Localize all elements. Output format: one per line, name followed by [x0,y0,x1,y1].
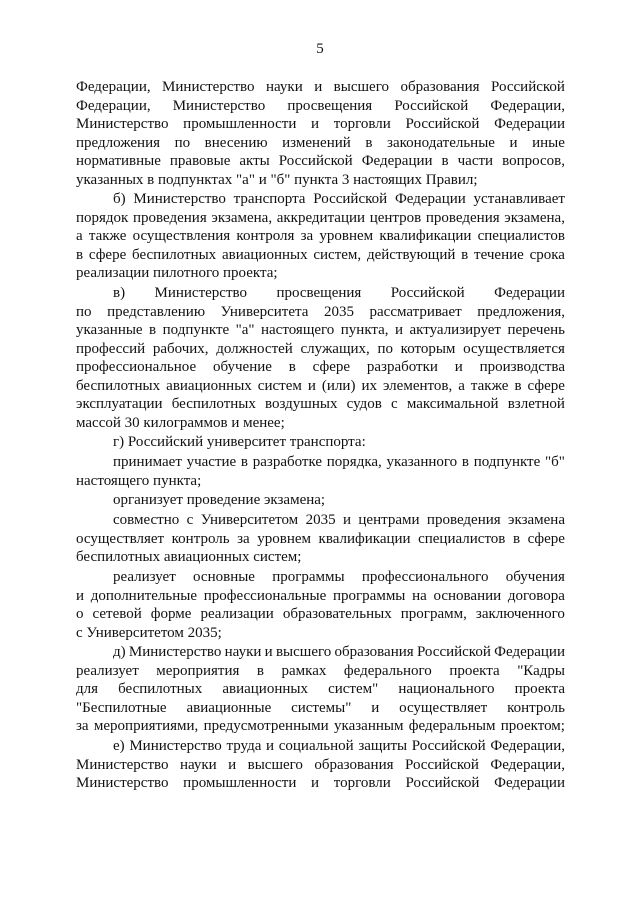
text-line: указанных в подпунктах "а" и "б" пункта 3 настоящих Правил; [76,171,478,188]
text-line: профессиональное обучение в сфере разработки и производства [76,359,565,376]
text-line: д) Министерство науки и высшего образования Российской Федерации [113,644,565,661]
text-line: е) Министерство труда и социальной защиты Российской Федерации, [113,738,565,755]
text-line: осуществляет контроль за уровнем квалификации специалистов в сфере [76,530,565,547]
text-line: совместно с Университетом 2035 и центрами проведения экзамена [113,512,565,529]
text-line: порядок проведения экзамена, аккредитации центров проведения экзамена, [76,209,565,226]
text-line: настоящего пункта; [76,472,202,489]
text-line: в) Министерство просвещения Российской Федерации [113,285,565,302]
text-line: Министерство науки и высшего образования Российской Федерации, [76,756,565,773]
text-line: профессий рабочих, должностей служащих, по которым осуществляется [76,340,565,357]
text-line: реализации пилотного проекта; [76,265,278,282]
text-line: организует проведение экзамена; [113,492,326,509]
text-line: Федерации, Министерство просвещения Российской Федерации, [76,97,565,114]
text-line: указанные в подпункте "а" настоящего пункта, и актуализирует перечень [76,322,565,339]
text-line: беспилотных авиационных систем и (или) их элементов, а также в сфере [76,377,565,394]
text-line: по представлению Университета 2035 рассматривает предложения, [76,303,565,320]
text-line: нормативные правовые акты Российской Федерации в части вопросов, [76,153,565,169]
text-line: эксплуатации беспилотных воздушных судов с максимальной взлетной [76,396,565,413]
text-line: Министерство промышленности и торговли Российской Федерации [76,116,565,132]
text-line: массой 30 килограммов и менее; [76,414,285,431]
text-line: и дополнительные профессиональные программы на основании договора [76,587,565,604]
text-line: а также осуществления контроля за уровнем квалификации специалистов [76,228,565,245]
text-line: в сфере беспилотных авиационных систем, действующий в течение срока [76,246,565,263]
text-line: с Университетом 2035; [76,624,222,641]
text-line: реализует основные программы профессионального обучения [113,569,565,586]
text-line: беспилотных авиационных систем; [76,549,302,566]
text-line: "Беспилотные авиационные системы" и осуществляет контроль [76,699,565,716]
document-body [76,78,565,793]
text-line: реализует мероприятия в рамках федерального проекта "Кадры [76,662,565,679]
text-line: предложения по внесению изменений в законодательные и иные [76,134,565,151]
text-line: Федерации, Министерство науки и высшего образования Российской [76,79,565,95]
text-line: для беспилотных авиационных систем" национального проекта [76,681,565,698]
text-line: г) Российский университет транспорта: [113,434,366,451]
text-line: за мероприятиями, предусмотренными указанным федеральным проектом; [76,718,565,735]
text-line: принимает участие в разработке порядка, указанного в подпункте "б" [113,454,565,471]
text-line: о сетевой форме реализации образовательных программ, заключенного [76,606,565,623]
page-number: 5 [316,41,324,57]
text-line: б) Министерство транспорта Российской Федерации устанавливает [113,191,565,208]
text-line: Министерство промышленности и торговли Российской Федерации [76,775,565,792]
